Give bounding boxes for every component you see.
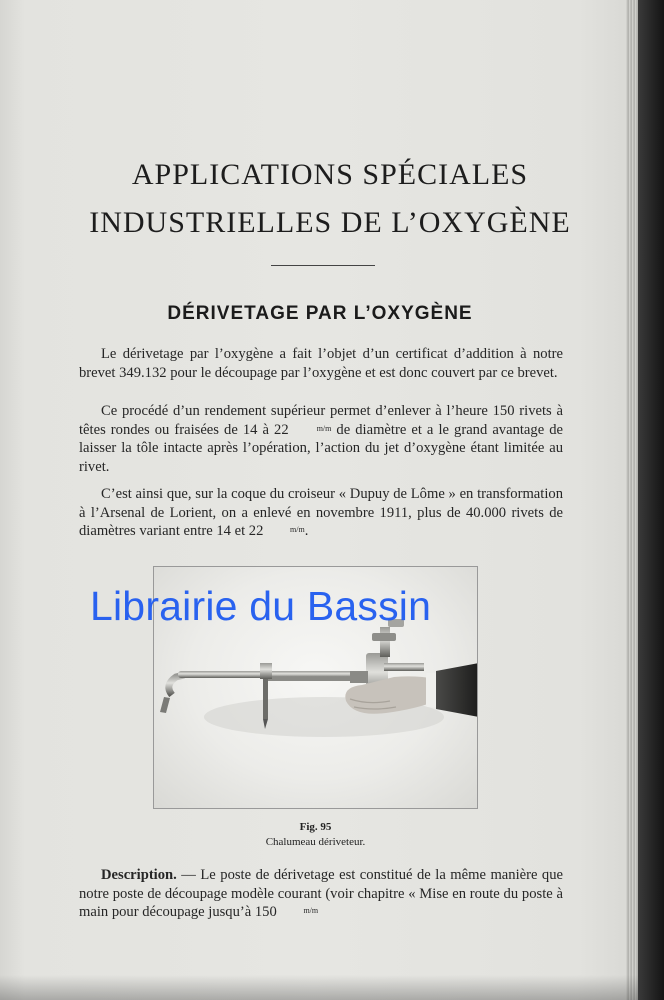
description-paragraph bbox=[79, 866, 563, 922]
paragraph-2 bbox=[79, 402, 563, 476]
page-title-line-2: INDUSTRIELLES DE L’OXYGÈNE bbox=[89, 206, 571, 239]
paragraph-2-text-a: Ce procédé d’un rendement supérieur permet d’enlever à l’heure 150 rivets à têtes rondes ou fraisées de 14 à 22 bbox=[79, 403, 563, 438]
title-divider bbox=[271, 265, 375, 266]
description-label: Description. bbox=[101, 867, 177, 883]
unit-fraction: m/m bbox=[303, 906, 319, 916]
figure-number: Fig. 95 bbox=[299, 821, 332, 833]
figure-caption: Chalumeau dériveteur. bbox=[265, 836, 366, 848]
description-text: — Le poste de dérivetage est constitué de la même manière que notre poste de découpage modèle courant (voir chapitre « Mise en route du poste à main pour découpage jusqu’à 150 bbox=[79, 867, 563, 921]
paragraph-3-text-b: . bbox=[304, 523, 309, 540]
paragraph-1-text: Le dérivetage par l’oxygène a fait l’objet d’un certificat d’addition à notre brevet 349.132 pour le découpage par l’oxygène et est donc couvert par ce brevet. bbox=[79, 346, 563, 381]
paragraph-1 bbox=[79, 345, 563, 382]
paragraph-2-text-b: de diamètre et a le grand avantage de laisser la tôle intacte après l’opération, l’action du jet d’oxygène étant limitée au rivet. bbox=[79, 421, 564, 475]
unit-fraction: m/m bbox=[290, 525, 305, 535]
book-cover-edge bbox=[638, 0, 664, 1000]
unit-fraction: m/m bbox=[316, 423, 332, 433]
section-title: DÉRIVETAGE PAR L’OXYGÈNE bbox=[167, 303, 473, 324]
page-stack-edge bbox=[626, 0, 638, 1000]
page-title-line-1: APPLICATIONS SPÉCIALES bbox=[131, 158, 529, 191]
paragraph-3 bbox=[79, 485, 563, 541]
paragraph-3-text-a: C’est ainsi que, sur la coque du croiseur « Dupuy de Lôme » en transformation à l’Arsenal de Lorient, on a enlevé en novembre 1911, plus de 40.000 rivets de diamètres variant entre 14 et 22 bbox=[79, 486, 563, 540]
bottom-shadow bbox=[0, 975, 640, 1000]
watermark-text: Librairie du Bassin bbox=[90, 583, 432, 629]
